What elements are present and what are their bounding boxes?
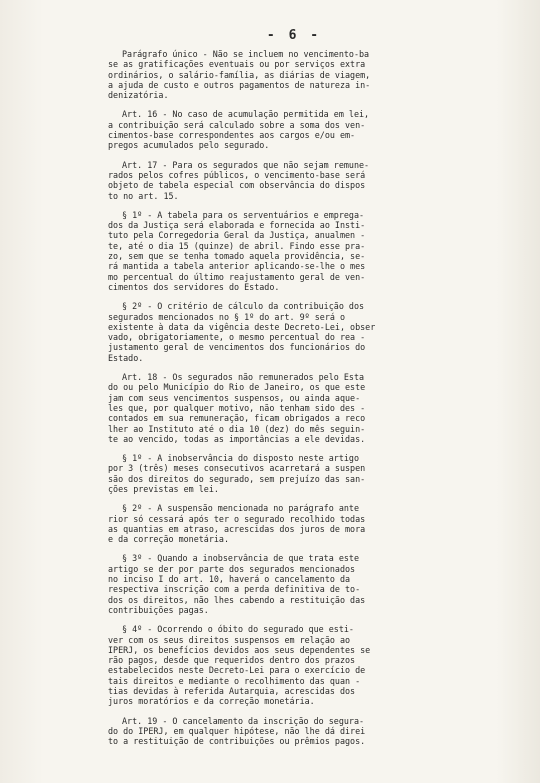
text-line: rá mantida a tabela anterior aplicando-se-lhe o mes <box>108 261 366 272</box>
text-line: do do IPERJ, em qualquer hipótese, não lhe dá direi <box>108 725 366 736</box>
text-line: ções previstas em lei. <box>108 483 219 494</box>
text-line: tias devidas à referida Autarquia, acrescidas dos <box>108 686 356 697</box>
page-number: - 6 - <box>266 28 322 43</box>
text-line: Estado. <box>108 352 144 363</box>
paragraph-art-18-p2 <box>108 503 480 544</box>
text-line: zo, sem que se tenha tomado aquela providência, se- <box>108 251 366 262</box>
text-line: são dos direitos do segurado, sem prejuízo das san- <box>108 473 366 484</box>
text-line: existente à data da vigência deste Decreto-Lei, obser <box>108 321 376 332</box>
paragraph-art-16 <box>108 109 480 150</box>
paragraph-art-18 <box>108 372 480 444</box>
text-line: segurados mencionados no § 1º do art. 9º será o <box>108 311 345 322</box>
text-line: rados pelos cofres públicos, o vencimento-base será <box>108 169 366 180</box>
text-line: pregos acumulados pelo segurado. <box>108 140 270 151</box>
text-line: respectiva inscrição com a perda definitiva de to- <box>108 584 361 595</box>
paragraph-paragrafo-unico <box>108 49 480 100</box>
text-line: dos os direitos, não lhes cabendo a restituição das <box>108 594 366 605</box>
text-line: cimentos dos servidores do Estado. <box>108 281 280 292</box>
text-line: to no art. 15. <box>108 190 179 201</box>
text-line: § 2º - A suspensão mencionada no parágrafo ante <box>122 503 359 514</box>
text-line: por 3 (três) meses consecutivos acarretará a suspen <box>108 463 366 474</box>
text-line: justamento geral de vencimentos dos funcionários do <box>108 342 366 353</box>
text-line: tais direitos e mediante o recolhimento das quan - <box>108 675 361 686</box>
text-line: § 2º - O critério de cálculo da contribuição dos <box>122 301 365 312</box>
text-line: no inciso I do art. 10, haverá o cancelamento da <box>108 574 351 585</box>
text-line: Art. 19 - O cancelamento da inscrição do segura- <box>122 715 365 726</box>
paragraph-art-17-p1 <box>108 210 480 292</box>
text-line: jam com seus vencimentos suspensos, ou ainda aque- <box>108 392 361 403</box>
text-line: les que, por qualquer motivo, não tenham sido des - <box>108 402 366 413</box>
text-line: vado, obrigatoriamente, o mesmo percentual do rea - <box>108 332 366 343</box>
text-line: estabelecidos neste Decreto-Lei para o exercício de <box>108 665 366 676</box>
text-line: a contribuição será calculado sobre a soma dos ven- <box>108 119 366 130</box>
paragraph-art-19 <box>108 716 480 747</box>
paragraph-art-18-p3 <box>108 553 480 615</box>
text-line: tuto pela Corregedoria Geral da Justiça, anualmen - <box>108 230 366 241</box>
text-line: Art. 16 - No caso de acumulação permitida em lei, <box>122 109 370 120</box>
text-line: § 3º - Quando a inobservância de que trata este <box>122 553 359 564</box>
text-line: § 4º - Ocorrendo o óbito do segurado que esti- <box>122 624 354 635</box>
text-line: objeto de tabela especial com observância do dispos <box>108 180 366 191</box>
text-line: ordinários, o salário-família, as diárias de viagem, <box>108 69 371 80</box>
text-line: contribuições pagas. <box>108 604 209 615</box>
text-line: § 1º - A tabela para os serventuários e emprega- <box>122 209 365 220</box>
text-line: e da correção monetária. <box>108 534 230 545</box>
text-line: te, até o dia 15 (quinze) de abril. Findo esse pra- <box>108 240 366 251</box>
text-line: as quantias em atraso, acrescidas dos juros de mora <box>108 523 366 534</box>
text-line: rior só cessará após ter o segurado recolhido todas <box>108 513 366 524</box>
text-line: denizatória. <box>108 90 169 101</box>
text-line: to a restituição de contribuições ou prêmios pagos. <box>108 736 366 747</box>
text-line: Art. 18 - Os segurados não remunerados pelo Esta <box>122 372 365 383</box>
text-line: lher ao Instituto até o dia 10 (dez) do mês seguin- <box>108 423 366 434</box>
text-line: ver com os seus direitos suspensos em relação ao <box>108 634 351 645</box>
text-line: contados em sua remuneração, ficam obrigados a reco <box>108 413 366 424</box>
text-line: § 1º - A inobservância do disposto neste artigo <box>122 453 359 464</box>
text-line: te ao vencido, todas as importâncias a ele devidas. <box>108 433 366 444</box>
text-line: Art. 17 - Para os segurados que não sejam remune- <box>122 159 370 170</box>
paragraph-art-17-p2 <box>108 301 480 363</box>
paragraph-art-18-p4 <box>108 624 480 706</box>
text-line: a ajuda de custo e outros pagamentos de natureza in- <box>108 79 371 90</box>
text-line: dos da Justiça será elaborada e fornecida ao Insti- <box>108 220 366 231</box>
text-line: IPERJ, os benefícios devidos aos seus dependentes se <box>108 644 371 655</box>
text-line: se as gratificações eventuais ou por serviços extra <box>108 59 366 70</box>
document-body <box>108 49 480 747</box>
text-line: Parágrafo único - Não se incluem no vencimento-ba <box>122 49 370 59</box>
paragraph-art-17 <box>108 160 480 201</box>
text-line: cimentos-base correspondentes aos cargos e/ou em- <box>108 130 356 141</box>
text-line: juros moratórios e da correção monetária. <box>108 696 315 707</box>
text-line: do ou pelo Município do Rio de Janeiro, os que este <box>108 382 366 393</box>
paragraph-art-18-p1 <box>108 453 480 494</box>
text-line: rão pagos, desde que requeridos dentro dos prazos <box>108 655 356 666</box>
text-line: artigo se der por parte dos segurados mencionados <box>108 563 356 574</box>
text-line: mo percentual do último reajustamento geral de ven- <box>108 271 366 282</box>
